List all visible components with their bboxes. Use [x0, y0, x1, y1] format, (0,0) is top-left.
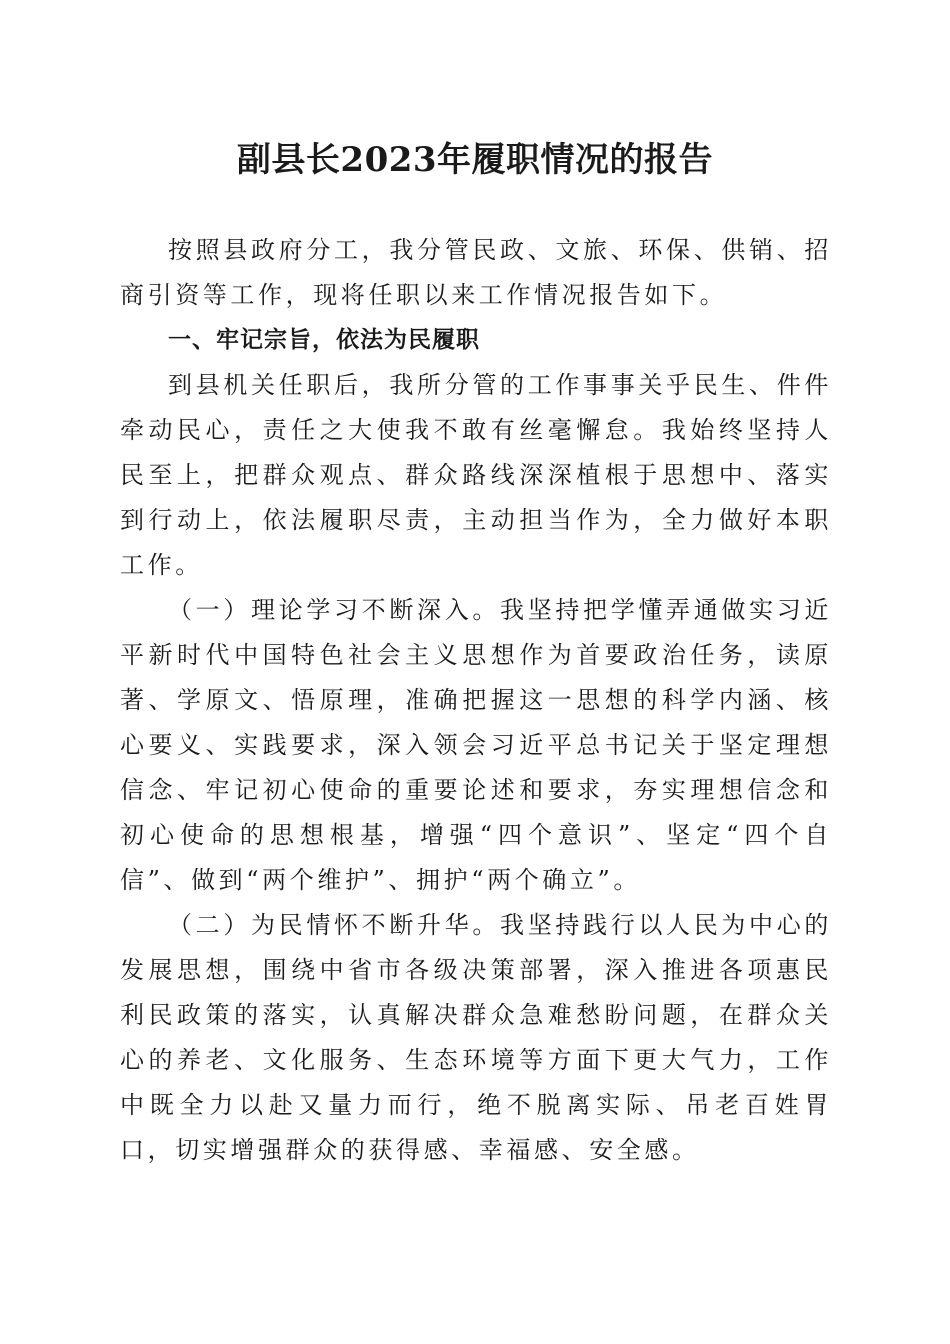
item-lead-1: （一）理论学习不断深入。 — [168, 596, 501, 624]
section-paragraph: 到县机关任职后，我所分管的工作事事关乎民生、件件牵动民心，责任之大使我不敢有丝毫懈怠。我始终坚持人民至上，把群众观点、群众路线深深植根于思想中、落实到行动上，依法履职尽责，主动担当作为，全力做好本职工作。 — [120, 371, 832, 579]
item-text-2: 我坚持践行以人民为中心的发展思想，围绕中省市各级决策部署，深入推进各项惠民利民政策的落实，认真解决群众急难愁盼问题，在群众关心的养老、文化服务、生态环境等方面下更大气力，工作中既全力以赴又量力而行，绝不脱离实际、吊老百姓胃口，切实增强群众的获得感、幸福感、安全感。 — [120, 911, 832, 1164]
intro-paragraph: 按照县政府分工，我分管民政、文旅、环保、供销、招商引资等工作，现将任职以来工作情况报告如下。 — [120, 236, 832, 309]
document-body — [120, 228, 832, 1173]
section-heading: 一、牢记宗旨，依法为民履职 — [168, 327, 480, 353]
item-paragraph-2 — [120, 903, 832, 1173]
item-lead-2: （二）为民情怀不断升华。 — [168, 911, 501, 939]
document-title: 副县长2023年履职情况的报告 — [236, 140, 714, 180]
item-text-1: 我坚持把学懂弄通做实习近平新时代中国特色社会主义思想作为首要政治任务，读原著、学原文、悟原理，准确把握这一思想的科学内涵、核心要义、实践要求，深入领会习近平总书记关于坚定理想信念、牢记初心使命的重要论述和要求，夯实理想信念和初心使命的思想根基，增强“四个意识”、坚定“四个自信”、做到“两个维护”、拥护“两个确立”。 — [120, 596, 832, 894]
item-paragraph-1 — [120, 588, 832, 903]
